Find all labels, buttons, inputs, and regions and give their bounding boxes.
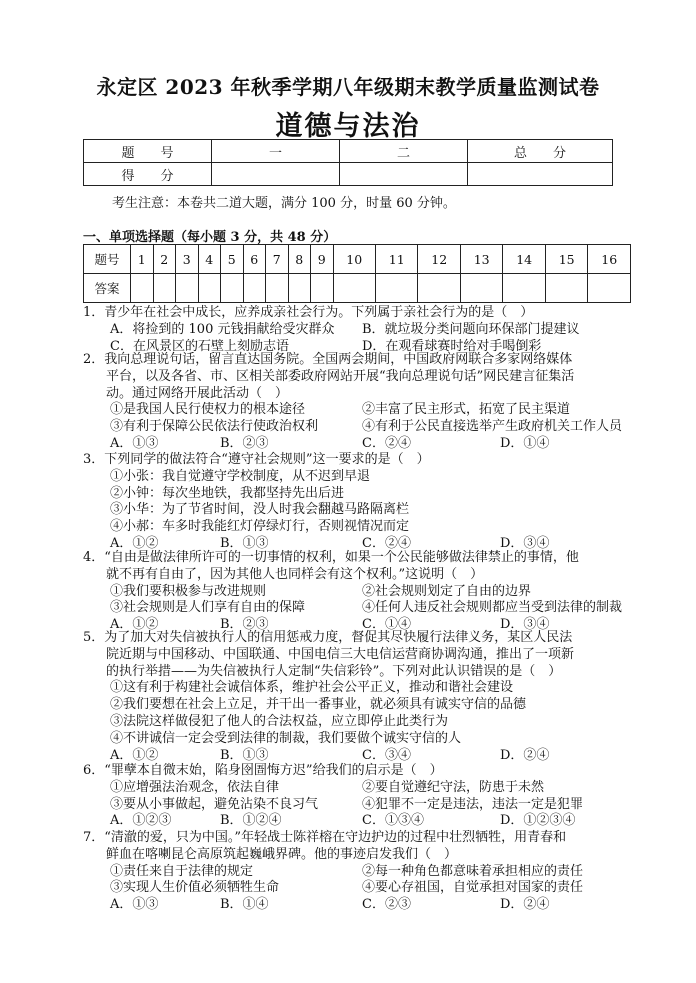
statement: ①是我国人民行使权力的根本途径 <box>110 402 306 418</box>
statement: ②要自觉遵纪守法，防患于未然 <box>362 779 545 795</box>
question-stem: 7．“清澈的爱，只为中国。”年轻战士陈祥榕在守边护边的过程中壮烈牺牲，用青春和 <box>83 830 567 845</box>
answer-blank-cell <box>153 274 176 303</box>
statement: ③要从小事做起，避免沾染不良习气 <box>110 796 319 812</box>
answer-option: D．②④ <box>500 897 550 913</box>
question-stem: 3．下列同学的做法符合“遵守社会规则”这一要求的是（ ） <box>83 452 430 467</box>
answer-number-cell: 5 <box>221 245 244 274</box>
answer-option: B．①④ <box>220 897 269 913</box>
question-stem: 2．我向总理说句话，留言直达国务院。全国两会期间，中国政府网联合多家网络媒体 <box>83 352 573 367</box>
answer-number-cell: 15 <box>545 245 587 274</box>
answer-number-cell: 7 <box>266 245 289 274</box>
answer-option: B．①②④ <box>220 813 282 829</box>
answer-blank-cell <box>311 274 334 303</box>
section-title: 一、单项选择题（每小题 3 分，共 48 分） <box>83 230 337 245</box>
score-cell-total: 总 分 <box>468 140 613 163</box>
score-cell-blank <box>212 163 340 186</box>
answer-option: D．在观看球赛时给对手喝倒彩 <box>362 338 542 354</box>
answer-option: A．①③ <box>110 436 159 451</box>
exam-title: 永定区 2023 年秋季学期八年级期末教学质量监测试卷 <box>96 75 600 99</box>
exam-notice: 考生注意：本卷共二道大题，满分 100 分，时量 60 分钟。 <box>112 196 456 211</box>
score-cell-section1: 一 <box>212 140 340 163</box>
answer-option: A．①② <box>110 747 159 763</box>
answer-blank-cell <box>375 274 417 303</box>
answer-number-cell: 4 <box>198 245 221 274</box>
statement: ③法院这样做侵犯了他人的合法权益，应立即停止此类行为 <box>110 714 449 729</box>
question-stem: 就不再有自由了，因为其他人也同样会有这个权利。”这说明（ ） <box>106 566 484 582</box>
answer-blank-cell <box>266 274 289 303</box>
answer-option: C．②③ <box>362 897 411 913</box>
statement: ③小华：为了节省时间，没人时我会翻越马路隔离栏 <box>110 502 410 518</box>
answer-number-cell: 3 <box>176 245 199 274</box>
answer-row-label: 题号 <box>84 245 131 274</box>
answer-blank-cell <box>460 274 502 303</box>
answer-option: C．①③④ <box>362 813 424 829</box>
answer-number-cell: 6 <box>243 245 266 274</box>
answer-number-cell: 2 <box>153 245 176 274</box>
question-stem: 5．为了加大对失信被执行人的信用惩戒力度，督促其尽快履行法律义务，某区人民法 <box>83 630 573 645</box>
score-cell-section2: 二 <box>340 140 468 163</box>
answer-blank-cell <box>418 274 460 303</box>
statement: ③社会规则是人们享有自由的保障 <box>110 600 306 616</box>
answer-option: C．②④ <box>362 536 411 551</box>
answer-option: C．在风景区的石壁上刻励志语 <box>110 338 289 354</box>
answer-blank-cell <box>131 274 154 303</box>
statement: ②小钟：每次坐地铁，我都坚持先出后进 <box>110 485 345 501</box>
answer-option: D．③④ <box>500 536 550 551</box>
statement: ④不讲诚信一定会受到法律的制裁，我们要做个诚实守信的人 <box>110 730 462 746</box>
answer-option: C．③④ <box>362 747 411 763</box>
question-stem: 平台，以及各省、市、区相关部委政府网站开展“我向总理说句话”网民建言征集活 <box>106 368 575 384</box>
score-cell-blank <box>340 163 468 186</box>
answer-option: D．①②③④ <box>500 813 576 829</box>
question-stem: 4．“自由是做法律所许可的一切事情的权利，如果一个公民能够做法律禁止的事情，他 <box>83 550 579 565</box>
answer-option: B．①③ <box>220 747 269 763</box>
question-stem: 动。通过网络开展此活动（ ） <box>106 385 289 401</box>
statement: ④有利于公民直接选举产生政府机关工作人员 <box>362 419 623 435</box>
answer-blank-cell <box>288 274 311 303</box>
question-stem: 的执行举措——为失信被执行人定制“失信彩铃”。下列对此认识错误的是（ ） <box>106 663 562 679</box>
answer-number-cell: 12 <box>418 245 460 274</box>
statement: ③实现人生价值必须牺牲生命 <box>110 880 280 896</box>
answer-blank-cell <box>545 274 587 303</box>
statement: ①这有利于构建社会诚信体系，维护社会公平正义，推动和谐社会建设 <box>110 680 514 696</box>
answer-blank-cell <box>243 274 266 303</box>
answer-option: B．①③ <box>220 536 269 551</box>
statement: ②社会规则划定了自由的边界 <box>362 583 532 599</box>
answer-option: D．③④ <box>500 617 550 633</box>
answer-option: B．②③ <box>220 436 269 451</box>
subject-title: 道德与法治 <box>275 111 421 142</box>
statement: ①我们要积极参与改进规则 <box>110 583 267 599</box>
answer-option: A．①② <box>110 536 159 551</box>
statement: ②每一种角色都意味着承担相应的责任 <box>362 863 584 879</box>
statement: ④小郝：车多时我能红灯停绿灯行，否则视情况而定 <box>110 519 410 535</box>
question-stem: 6．“罪孽本自微末始，陷身囹圄悔方迟”给我们的启示是（ ） <box>83 763 443 778</box>
answer-blank-cell <box>198 274 221 303</box>
answer-number-cell: 14 <box>503 245 545 274</box>
answer-option: A．①② <box>110 617 159 633</box>
question-stem: 院近期与中国移动、中国联通、中国电信三大电信运营商协调沟通，推出了一项新 <box>106 646 575 662</box>
answer-number-cell: 13 <box>460 245 502 274</box>
statement: ②丰富了民主形式，拓宽了民主渠道 <box>362 402 571 418</box>
statement: ④任何人违反社会规则都应当受到法律的制裁 <box>362 600 623 616</box>
answer-option: A．①②③ <box>110 813 172 829</box>
answer-row-label: 答案 <box>84 274 131 303</box>
answer-blank-cell <box>588 274 631 303</box>
statement: ①责任来自于法律的规定 <box>110 863 254 879</box>
statement: ④犯罪不一定是违法，违法一定是犯罪 <box>362 796 584 812</box>
answer-number-cell: 10 <box>333 245 375 274</box>
answer-option: C．②④ <box>362 436 411 451</box>
score-cell-label: 得 分 <box>84 163 212 186</box>
answer-number-cell: 1 <box>131 245 154 274</box>
answer-option: D．①④ <box>500 436 550 451</box>
answer-number-cell: 11 <box>375 245 417 274</box>
answer-blank-cell <box>176 274 199 303</box>
answer-blank-cell <box>503 274 545 303</box>
answer-blank-cell <box>221 274 244 303</box>
question-stem: 鲜血在喀喇昆仑高原筑起巍峨界碑。他的事迹启发我们（ ） <box>106 846 458 862</box>
score-cell-header: 题 号 <box>84 140 212 163</box>
statement: ①应增强法治观念，依法自律 <box>110 779 280 795</box>
score-table <box>83 139 613 186</box>
answer-option: A．①③ <box>110 897 159 913</box>
answer-option: B．就垃圾分类问题向环保部门提建议 <box>362 321 580 337</box>
answer-option: A．将捡到的 100 元钱捐献给受灾群众 <box>110 321 335 337</box>
answer-option: C．①④ <box>362 617 411 633</box>
answer-number-cell: 16 <box>588 245 631 274</box>
answer-blank-cell <box>333 274 375 303</box>
statement: ③有利于保障公民依法行使政治权利 <box>110 419 319 435</box>
statement: ①小张：我自觉遵守学校制度，从不迟到早退 <box>110 468 371 484</box>
answer-option: B．②③ <box>220 617 269 633</box>
answer-number-cell: 9 <box>311 245 334 274</box>
answer-table <box>83 244 631 303</box>
statement: ④要心存祖国，自觉承担对国家的责任 <box>362 880 584 896</box>
answer-option: D．②④ <box>500 747 550 763</box>
question-stem: 1．青少年在社会中成长，应养成亲社会行为。下列属于亲社会行为的是（ ） <box>83 305 534 320</box>
answer-number-cell: 8 <box>288 245 311 274</box>
statement: ②我们要想在社会上立足，并干出一番事业，就必须具有诚实守信的品德 <box>110 697 527 713</box>
score-cell-blank <box>468 163 613 186</box>
